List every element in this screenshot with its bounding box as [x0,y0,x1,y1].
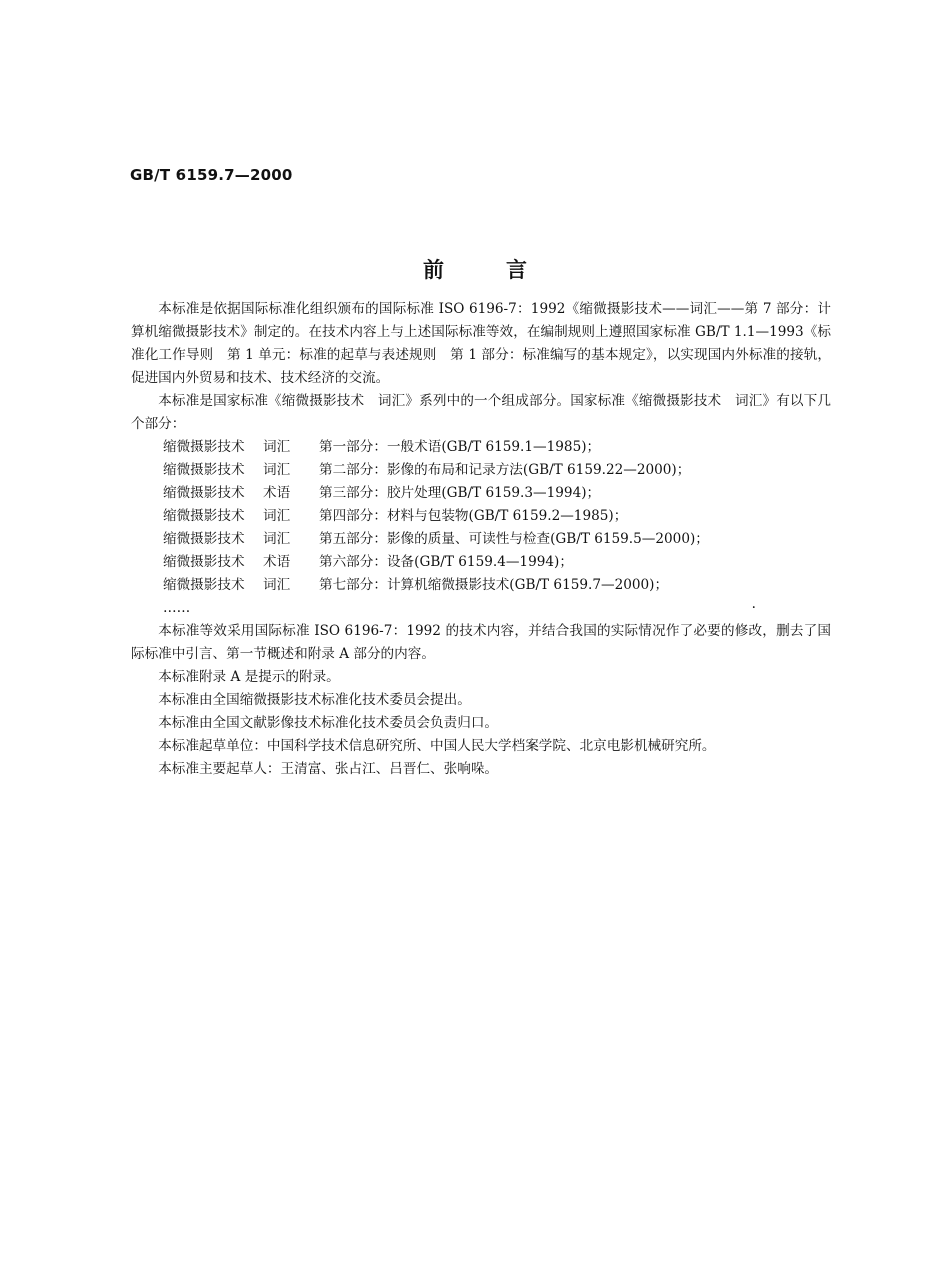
list-item [131,459,831,482]
list-item-series: 缩微摄影技术 [163,462,245,478]
document-code: GB/T 6159.7—2000 [130,166,293,184]
paragraph-drafting-units: 本标准起草单位：中国科学技术信息研究所、中国人民大学档案学院、北京电影机械研究所。 [158,738,716,754]
list-item [131,551,831,574]
list-item-series: 缩微摄影技术 [163,554,245,570]
list-item-series: 缩微摄影技术 [163,439,245,455]
list-item-desc: 第三部分：胶片处理(GB/T 6159.3—1994)； [319,485,601,501]
list-item-term: 词汇 [263,577,291,593]
list-item [131,482,831,505]
list-ellipsis: …… [163,600,191,616]
document-body [131,298,831,781]
list-item [131,505,831,528]
list-item-term: 术语 [263,554,291,570]
list-item-term: 词汇 [263,439,291,455]
paragraph-equivalence: 本标准等效采用国际标准 ISO 6196-7：1992 的技术内容，并结合我国的实际情况作了必要的修改，删去了国际标准中引言、第一节概述和附录 A 部分的内容。 [131,623,831,662]
paragraph-appendix: 本标准附录 A 是提示的附录。 [158,669,340,685]
paragraph-drafters: 本标准主要起草人：王清富、张占江、吕晋仁、张响哚。 [158,761,499,777]
parts-list [131,436,831,597]
list-item-desc: 第二部分：影像的布局和记录方法(GB/T 6159.22—2000)； [319,462,691,478]
list-item-desc: 第一部分：一般术语(GB/T 6159.1—1985)； [319,439,601,455]
list-item-term: 词汇 [263,531,291,547]
list-ellipsis-row [131,597,831,620]
page-title: 前言 [423,258,589,282]
paragraph-proposer: 本标准由全国缩微摄影技术标准化技术委员会提出。 [158,692,471,708]
list-item [131,528,831,551]
list-item-term: 词汇 [263,462,291,478]
list-item-series: 缩微摄影技术 [163,531,245,547]
list-item-desc: 第四部分：材料与包装物(GB/T 6159.2—1985)； [319,508,628,524]
paragraph-series: 本标准是国家标准《缩微摄影技术 词汇》系列中的一个组成部分。国家标准《缩微摄影技术 词汇》有以下几个部分： [131,393,831,432]
list-item [131,436,831,459]
list-item [131,574,831,597]
list-item-series: 缩微摄影技术 [163,508,245,524]
list-item-term: 词汇 [263,508,291,524]
paragraph-administrator: 本标准由全国文献影像技术标准化技术委员会负责归口。 [158,715,499,731]
list-item-term: 术语 [263,485,291,501]
list-item-series: 缩微摄影技术 [163,577,245,593]
paragraph-basis: 本标准是依据国际标准化组织颁布的国际标准 ISO 6196-7：1992《缩微摄影技术——词汇——第 7 部分：计算机缩微摄影技术》制定的。在技术内容上与上述国际标准等效，在编制规则上遵照国家标准 GB/T 1.1—1993《标准化工作导则 第 1 单元：标准的起草与表述规则 第 1 部分：标准编写的基本规定》，以实现国内外标准的接轨，促进国内外贸易和技术、技术经济的交流。 [131,301,831,386]
list-item-desc: 第六部分：设备(GB/T 6159.4—1994)； [319,554,573,570]
list-item-series: 缩微摄影技术 [163,485,245,501]
stray-mark: · [751,600,756,616]
list-item-desc: 第五部分：影像的质量、可读性与检查(GB/T 6159.5—2000)； [319,531,709,547]
list-item-desc: 第七部分：计算机缩微摄影技术(GB/T 6159.7—2000)； [319,577,669,593]
